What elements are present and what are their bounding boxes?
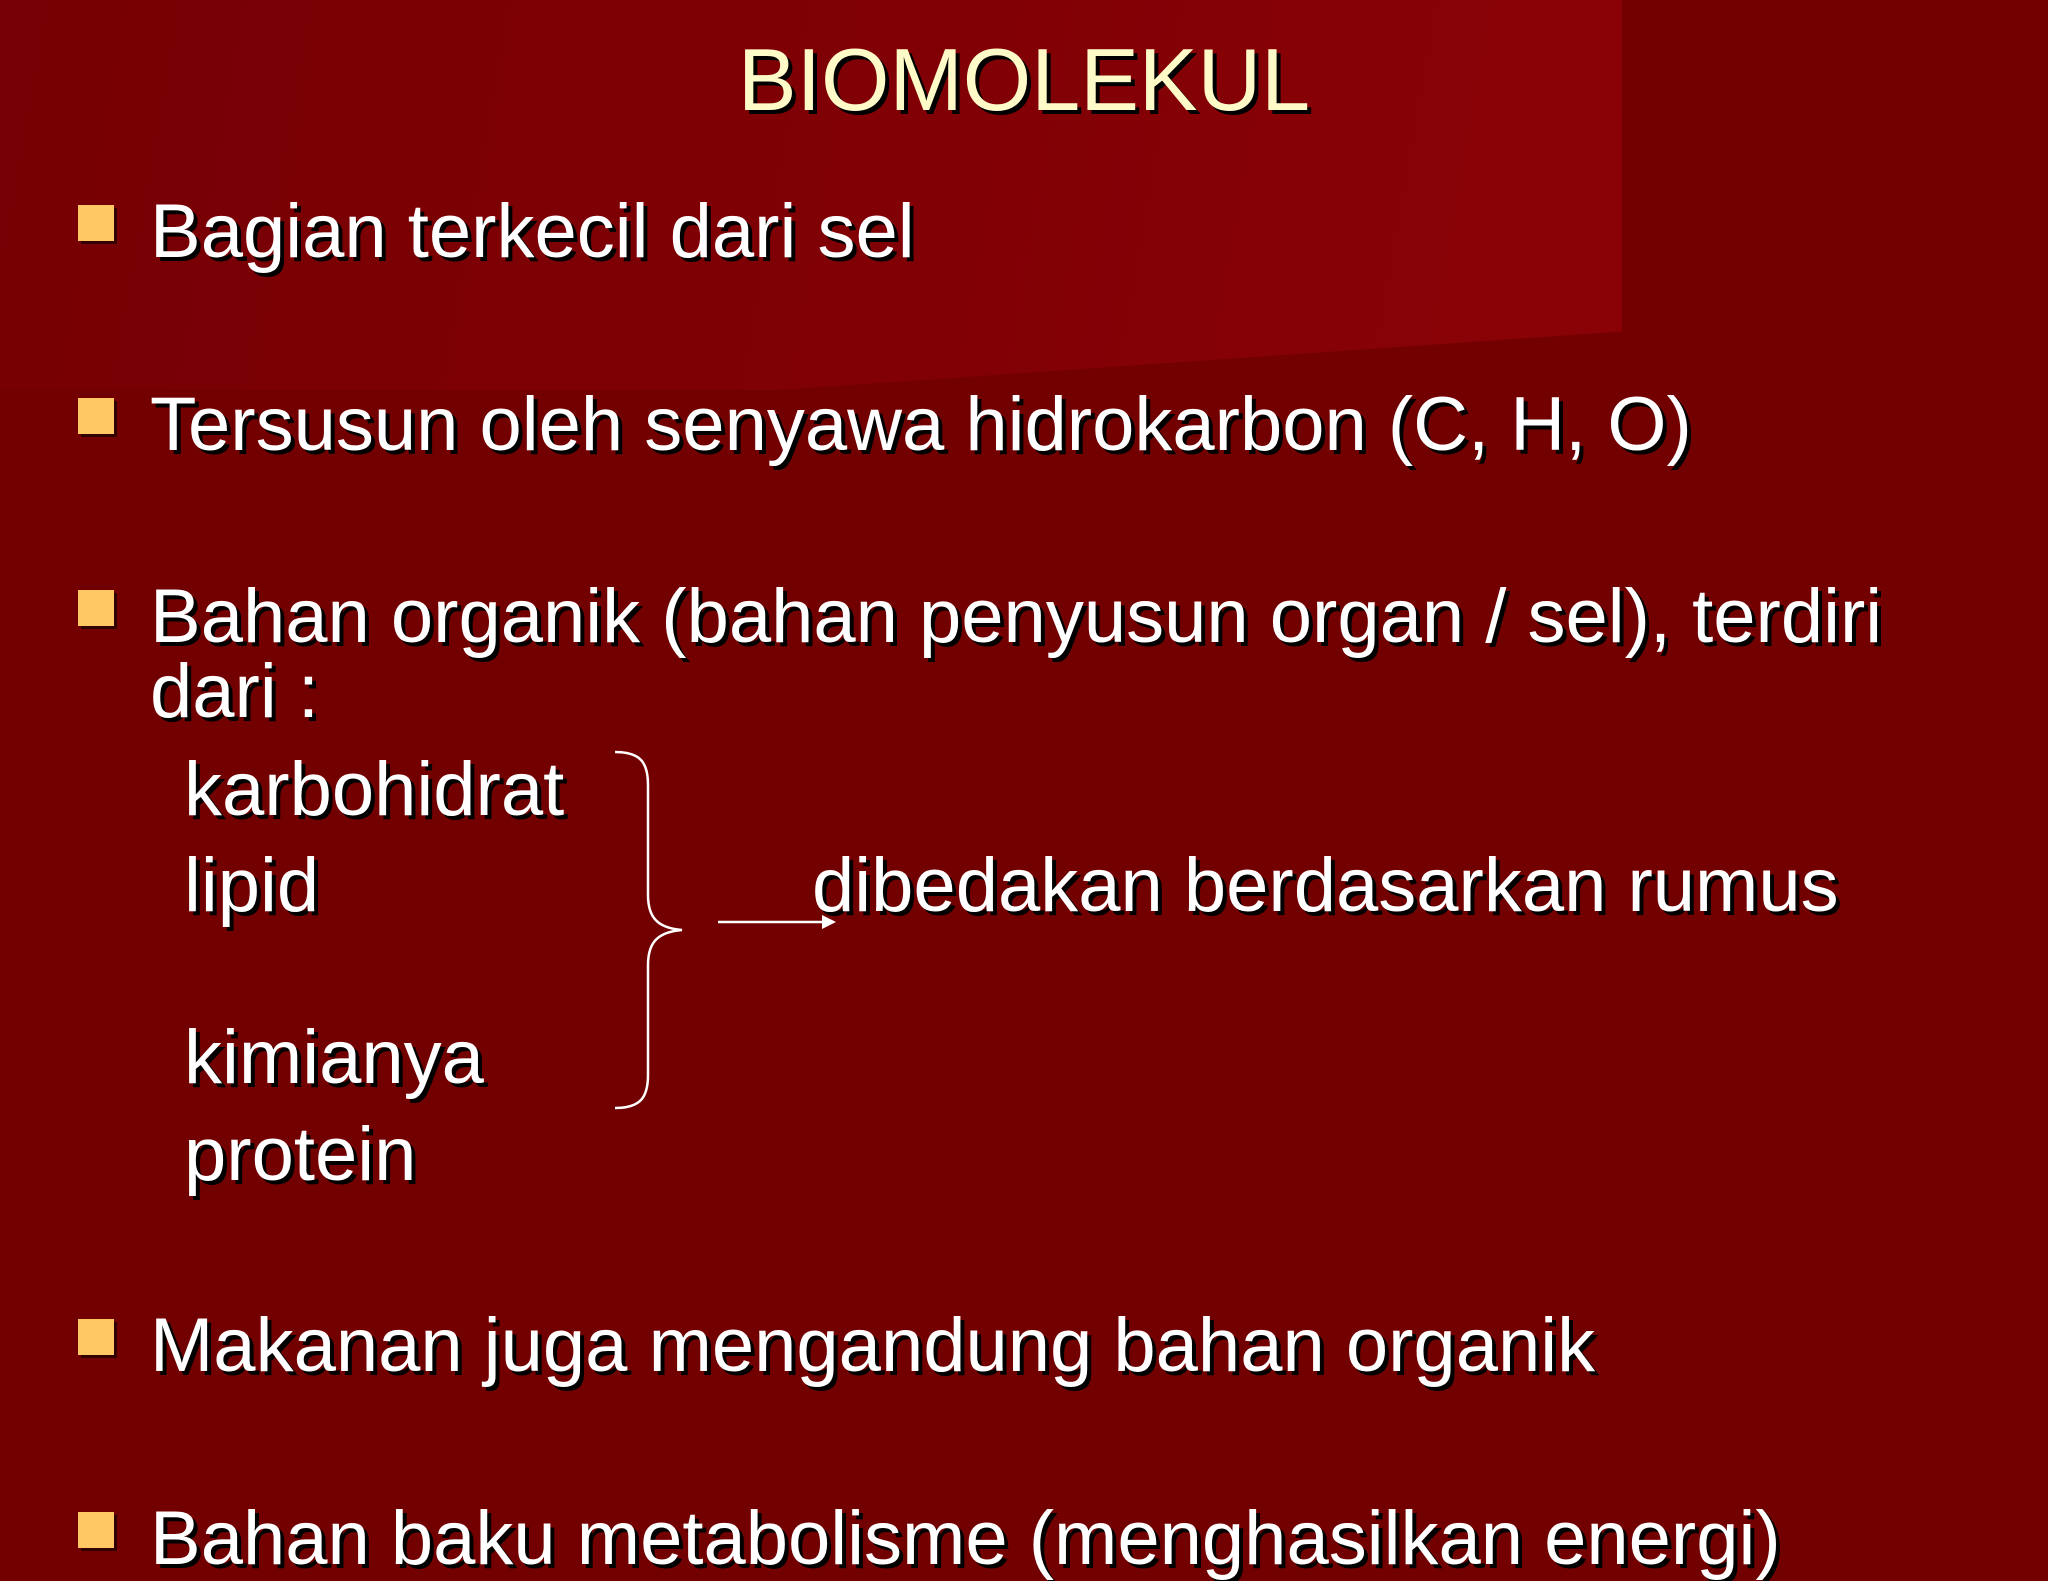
sub-item-protein: protein (184, 1112, 417, 1197)
sub-item-kimianya: kimianya (184, 1015, 484, 1100)
bullet-3: Bahan organik (bahan penyusun organ / sel), terdiri (150, 574, 1883, 659)
curly-brace-arrow-icon (600, 740, 850, 1120)
bullet-marker-icon (78, 1512, 114, 1548)
bullet-1: Bagian terkecil dari sel (150, 189, 915, 274)
sub-item-karbohidrat: karbohidrat (184, 747, 565, 832)
bullet-marker-icon (78, 1319, 114, 1355)
brace-note: dibedakan berdasarkan rumus (812, 843, 1839, 928)
bullet-marker-icon (78, 205, 114, 241)
bullet-4: Makanan juga mengandung bahan organik (150, 1303, 1596, 1388)
bullet-3-continuation: dari : (150, 649, 319, 734)
bullet-5: Bahan baku metabolisme (menghasilkan energi) (150, 1496, 1781, 1581)
sub-item-lipid: lipid (184, 843, 320, 928)
slide-title: BIOMOLEKUL (737, 30, 1311, 129)
bullet-marker-icon (78, 590, 114, 626)
bullet-marker-icon (78, 398, 114, 434)
bullet-2: Tersusun oleh senyawa hidrokarbon (C, H, O) (150, 382, 1692, 467)
